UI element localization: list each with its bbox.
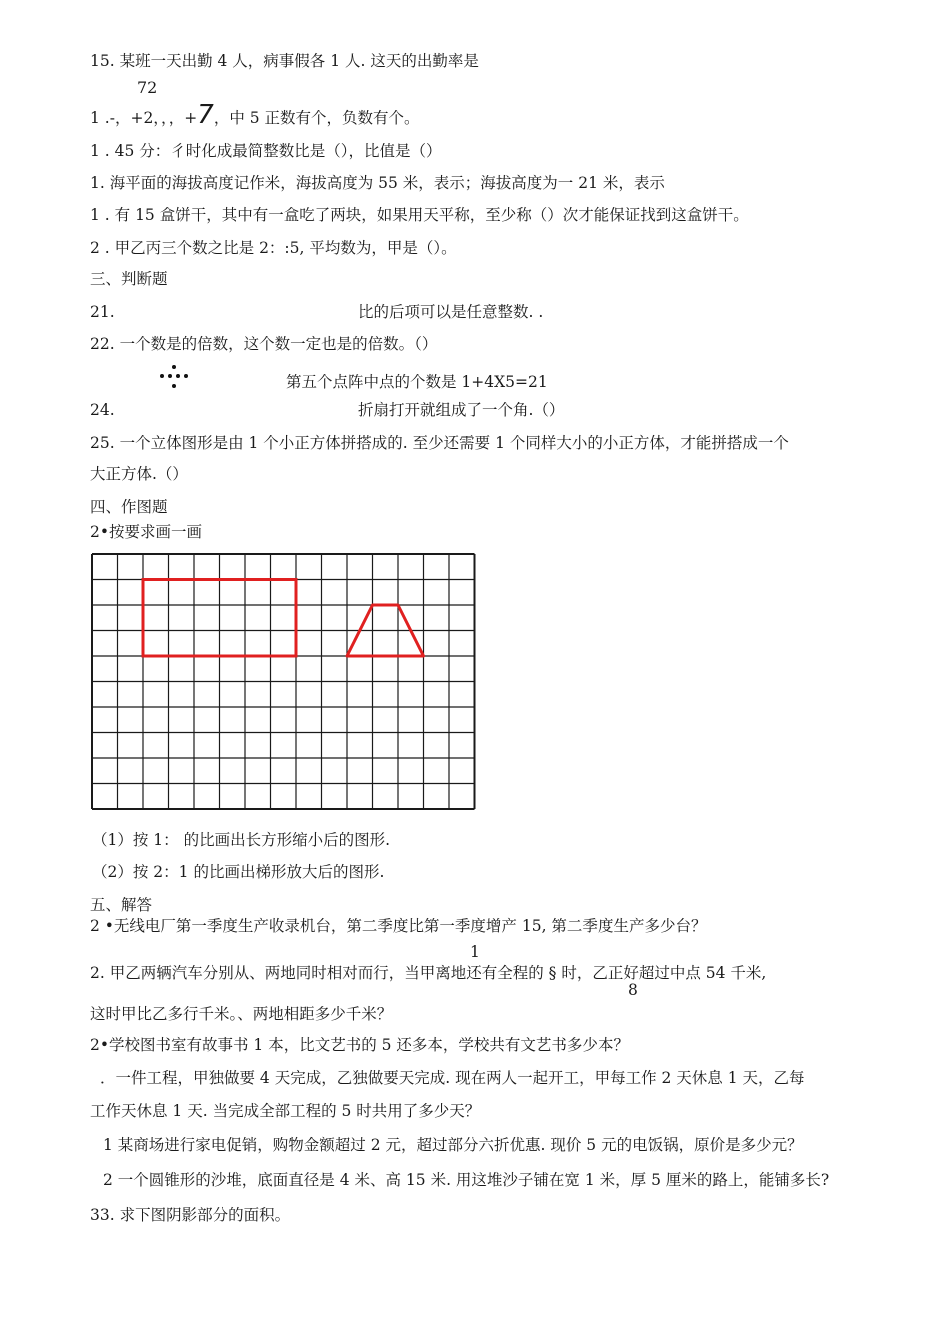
problem-1: 2 •无线电厂第一季度生产收录机台，第二季度比第一季度增产 15, 第二季度生产多少台？ [90,917,707,935]
section-4-heading: 四、作图题 [90,498,168,516]
question-24-number: 24. [90,401,115,419]
drawing-task-title: 2•按要求画一画 [90,523,203,541]
question-24-text: 折扇打开就组成了一个角.（） [358,401,565,419]
question-25-line1: 25. 一个立体图形是由 1 个小正方体拼搭成的. 至少还需要 1 个同样大小的小正方体，才能拼搭成一个 [90,434,789,452]
problem-7: 33. 求下图阴影部分的面积。 [90,1206,291,1224]
question-15: 15. 某班一天出勤 4 人，病事假各 1 人. 这天的出勤率是 [90,52,479,70]
section-3-heading: 三、判断题 [90,270,168,288]
drawing-task-2: （2）按 2：1 的比画出梯形放大后的图形. [92,863,385,881]
question-20: 2 . 甲乙丙三个数之比是 2：:5, 平均数为，甲是（）。 [90,239,457,257]
drawing-grid [90,553,478,815]
question-19: 1 . 有 15 盒饼干，其中有一盒吃了两块，如果用天平称，至少称（）次才能保证找到这盒饼干。 [90,206,749,224]
section-5-heading: 五、解答 [90,896,153,914]
problem-2-line2: 这时甲比乙多行千米。、两地相距多少千米？ [90,1005,393,1023]
dot-pattern-icon [158,365,190,391]
question-17: 1 . 45 分：彳时化成最简整数比是（），比值是（） [90,142,442,160]
problem-5: 1 某商场进行家电促销，购物金额超过 2 元，超过部分六折优惠. 现价 5 元的电饭锅，原价是多少元？ [103,1136,803,1154]
problem-4-line1: ．一件工程，甲独做要 4 天完成，乙独做要天完成. 现在两人一起开工，甲每工作 2 天休息 1 天，乙每 [100,1069,805,1087]
number-72: 72 [137,78,158,97]
fraction-numerator: 1 [470,943,480,961]
question-21-number: 21. [90,303,115,321]
problem-3: 2•学校图书室有故事书 1 本，比文艺书的 5 还多本，学校共有文艺书多少本？ [90,1036,629,1054]
question-16: 1 .-，+2，，，+7，中 5 正数有个，负数有个。 [90,100,420,130]
problem-4-line2: 工作天休息 1 天. 当完成全部工程的 5 时共用了多少天？ [90,1102,481,1120]
drawing-task-1: （1）按 1： 的比画出长方形缩小后的图形. [92,831,391,849]
problem-6: 2 一个圆锥形的沙堆，底面直径是 4 米、高 15 米. 用这堆沙子铺在宽 1 米，厚 5 厘米的路上，能铺多长? [103,1171,830,1189]
question-25-line2: 大正方体.（） [90,465,188,483]
problem-2-line1: 2. 甲乙两辆汽车分别从、两地同时相对而行，当甲离地还有全程的 § 时，乙正好超过中点 54 千米, [90,964,767,982]
question-22: 22. 一个数是的倍数，这个数一定也是的倍数。（） [90,335,438,353]
fraction-denominator: 8 [628,981,638,999]
question-18: 1. 海平面的海拔高度记作米，海拔高度为 55 米，表示；海拔高度为一 21 米，表示 [90,174,665,192]
seven-glyph: 7 [197,100,214,130]
question-21-text: 比的后项可以是任意整数. . [358,303,544,321]
question-23-cut: 第五个点阵中点的个数是 1+4X5=21 [286,373,548,391]
